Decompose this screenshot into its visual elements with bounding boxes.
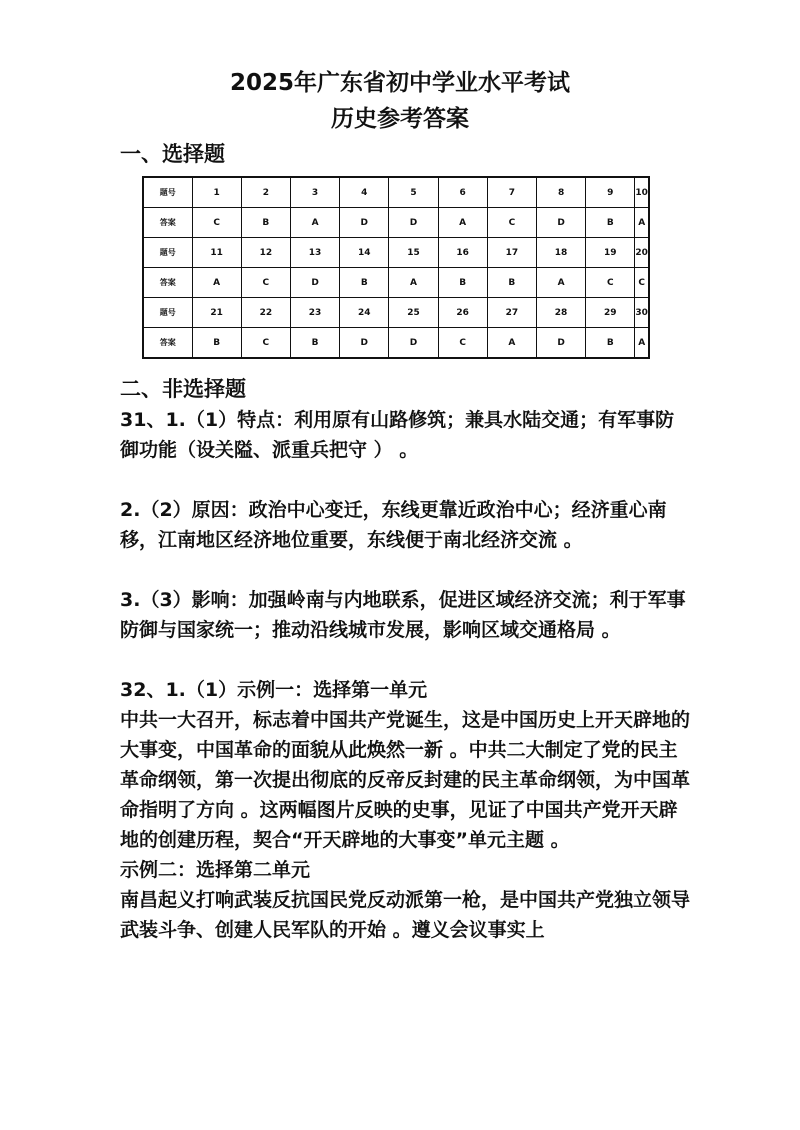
- table-cell: 16: [438, 238, 487, 268]
- table-cell: 3: [290, 177, 339, 208]
- table-cell: 6: [438, 177, 487, 208]
- answer-32-example2-heading: 示例二：选择第二单元: [120, 859, 311, 881]
- table-cell: 4: [340, 177, 389, 208]
- table-cell: C: [586, 268, 635, 298]
- table-cell: 28: [536, 298, 585, 328]
- answer-content: [120, 405, 690, 945]
- answer-31-2: 2.（2）原因：政治中心变迁，东线更靠近政治中心；经济重心南移，江南地区经济地位重要，东线便于南北经济交流 。: [120, 499, 667, 551]
- table-cell: C: [438, 328, 487, 359]
- table-cell: C: [635, 268, 649, 298]
- table-cell: 30: [635, 298, 649, 328]
- table-cell: B: [340, 268, 389, 298]
- table-cell: 18: [536, 238, 585, 268]
- section-heading-choice: 一、选择题: [120, 142, 225, 166]
- table-cell: B: [438, 268, 487, 298]
- page-subtitle: 历史参考答案: [331, 106, 469, 132]
- table-cell: 12: [241, 238, 290, 268]
- table-cell: A: [487, 328, 536, 359]
- table-cell: 2: [241, 177, 290, 208]
- table-cell: B: [586, 208, 635, 238]
- table-cell: B: [241, 208, 290, 238]
- table-cell: 11: [192, 238, 241, 268]
- table-row-label: 答案: [143, 208, 192, 238]
- table-cell: C: [241, 328, 290, 359]
- table-cell: A: [536, 268, 585, 298]
- table-row-label: 答案: [143, 328, 192, 359]
- table-cell: 27: [487, 298, 536, 328]
- table-row-label: 题号: [143, 177, 192, 208]
- answer-31-3: 3.（3）影响：加强岭南与内地联系，促进区域经济交流；利于军事防御与国家统一；推动沿线城市发展，影响区域交通格局 。: [120, 589, 686, 641]
- table-cell: 15: [389, 238, 438, 268]
- table-cell: 8: [536, 177, 585, 208]
- table-cell: 17: [487, 238, 536, 268]
- table-cell: D: [290, 268, 339, 298]
- table-row: [143, 177, 649, 208]
- table-row: [143, 238, 649, 268]
- table-row: [143, 298, 649, 328]
- table-cell: C: [241, 268, 290, 298]
- table-cell: 10: [635, 177, 649, 208]
- table-cell: 21: [192, 298, 241, 328]
- table-cell: D: [389, 208, 438, 238]
- table-cell: A: [635, 208, 649, 238]
- table-cell: D: [340, 328, 389, 359]
- table-cell: 25: [389, 298, 438, 328]
- table-row-label: 题号: [143, 238, 192, 268]
- table-cell: 26: [438, 298, 487, 328]
- table-cell: 29: [586, 298, 635, 328]
- table-cell: A: [192, 268, 241, 298]
- table-cell: B: [586, 328, 635, 359]
- table-cell: C: [192, 208, 241, 238]
- table-cell: 7: [487, 177, 536, 208]
- table-cell: A: [290, 208, 339, 238]
- table-row: [143, 208, 649, 238]
- table-cell: 9: [586, 177, 635, 208]
- table-cell: 5: [389, 177, 438, 208]
- table-cell: D: [340, 208, 389, 238]
- table-cell: A: [438, 208, 487, 238]
- table-cell: 20: [635, 238, 649, 268]
- answer-table: [142, 176, 650, 359]
- page-title: 2025年广东省初中学业水平考试: [229, 70, 570, 96]
- table-cell: C: [487, 208, 536, 238]
- answer-31-1: 31、1.（1）特点：利用原有山路修筑；兼具水陆交通；有军事防御功能（设关隘、派重兵把守 ） 。: [120, 409, 675, 461]
- table-row: [143, 328, 649, 359]
- table-cell: B: [192, 328, 241, 359]
- table-cell: B: [290, 328, 339, 359]
- table-cell: 22: [241, 298, 290, 328]
- table-cell: 13: [290, 238, 339, 268]
- section-heading-non-choice: 二、非选择题: [120, 377, 246, 401]
- table-row-label: 题号: [143, 298, 192, 328]
- table-cell: D: [389, 328, 438, 359]
- table-cell: 19: [586, 238, 635, 268]
- table-cell: D: [536, 208, 585, 238]
- table-cell: A: [635, 328, 649, 359]
- table-cell: A: [389, 268, 438, 298]
- table-cell: 23: [290, 298, 339, 328]
- table-row: [143, 268, 649, 298]
- table-cell: 1: [192, 177, 241, 208]
- table-row-label: 答案: [143, 268, 192, 298]
- table-cell: 24: [340, 298, 389, 328]
- answer-32-1-heading: 32、1.（1）示例一：选择第一单元: [120, 679, 428, 701]
- table-cell: B: [487, 268, 536, 298]
- answer-32-example1: 中共一大召开，标志着中国共产党诞生，这是中国历史上开天辟地的大事变，中国革命的面貌从此焕然一新 。中共二大制定了党的民主革命纲领，第一次提出彻底的反帝反封建的民主革命纲领，为中国革命指明了方向 。这两幅图片反映的史事，见证了中国共产党开天辟地的创建历程，契合“开天辟地的大事变”单元主题 。: [120, 709, 691, 851]
- table-cell: D: [536, 328, 585, 359]
- table-cell: 14: [340, 238, 389, 268]
- answer-32-example2: 南昌起义打响武装反抗国民党反动派第一枪，是中国共产党独立领导武装斗争、创建人民军队的开始 。遵义会议事实上: [120, 889, 691, 941]
